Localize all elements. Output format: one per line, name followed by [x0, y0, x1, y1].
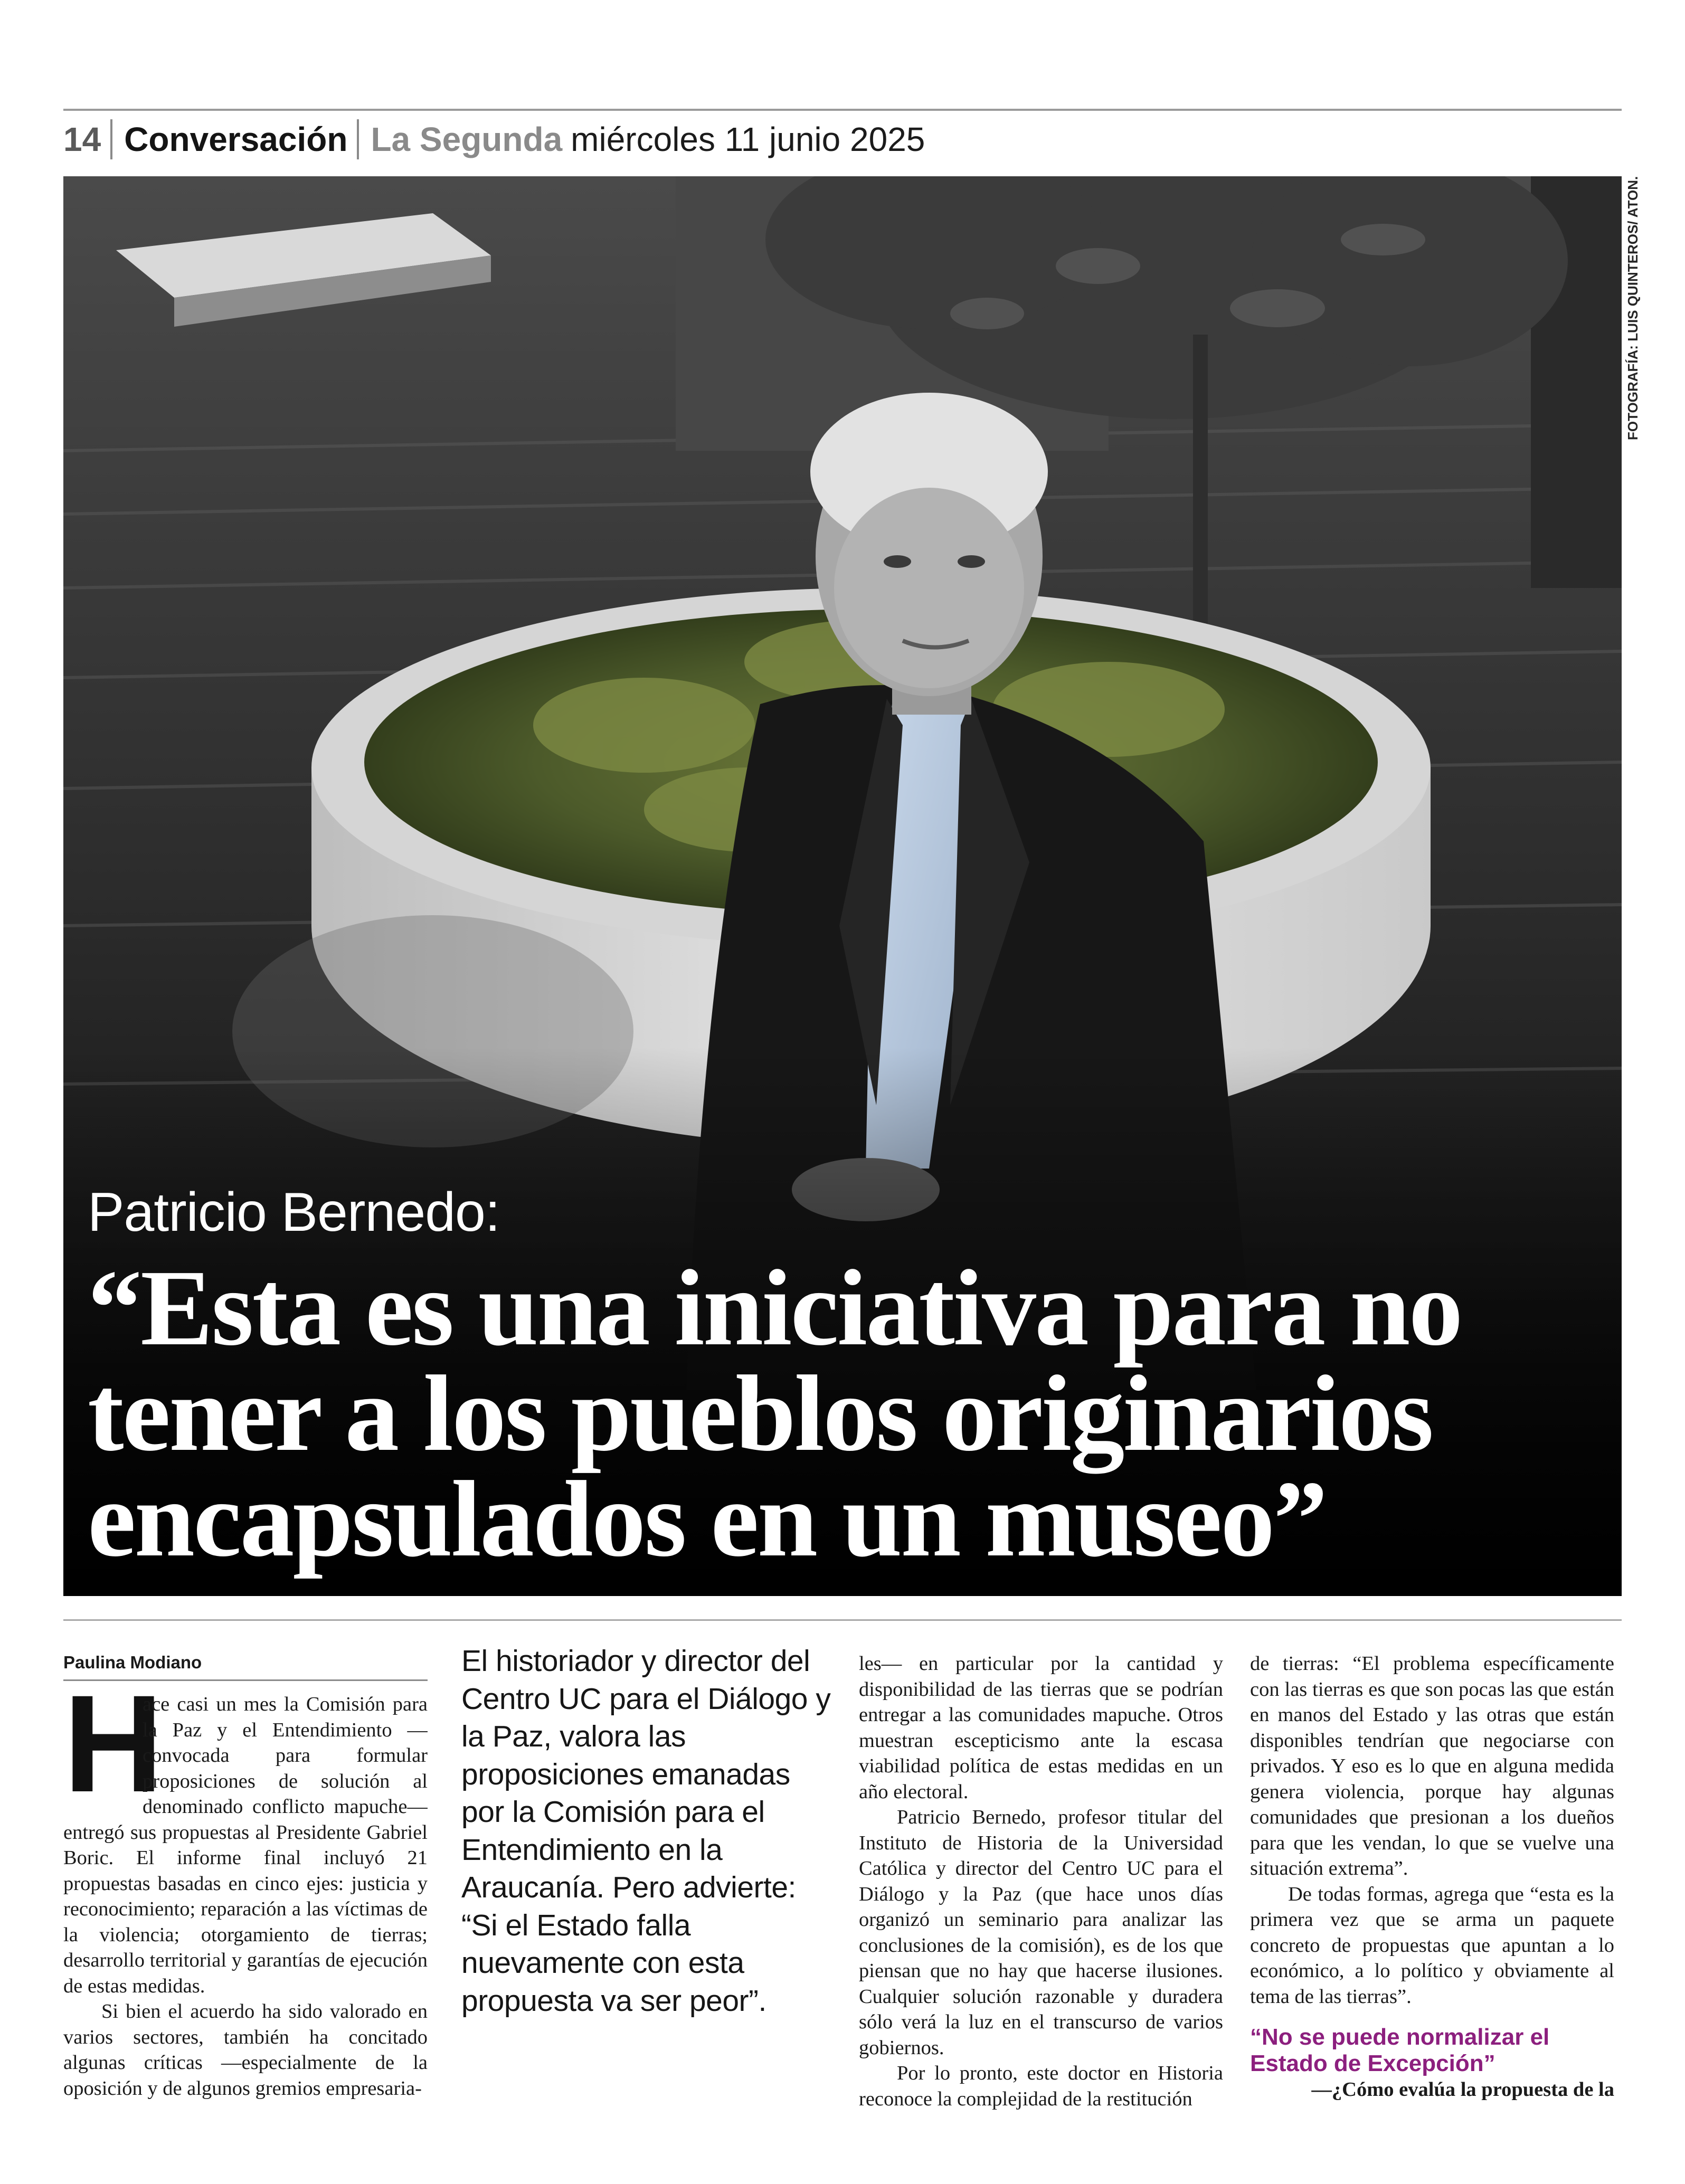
paragraph: de tierras: “El problema específicamente con las tierras es que son pocas las que están en manos del Estado y las otras que están disponibles tendrían que negociarse con privados. Y eso es lo que en alguna medida genera violencia, porque hay algunas comunidades que presionan a los dueños para que les vendan, lo que se vuelve una situación extrema”.	[1250, 1653, 1614, 1879]
section-name: Conversación	[124, 120, 348, 158]
article-column-1	[63, 1651, 428, 2166]
page-header	[63, 117, 925, 162]
publication-name: La Segunda	[371, 120, 563, 158]
header-divider	[357, 119, 359, 159]
paragraph-text: ace casi un mes la Comisión para la Paz y el Entendimiento —convocada para formular proposiciones de solución al denominado conflicto mapuche— entregó sus propuestas al Presidente Gabriel Boric. El informe final incluyó 21 propuestas basadas en cinco ejes: justicia y reconocimiento; reparación a las víctimas de la violencia; otorgamiento de tierras; desarrollo territorial y garantías de ejecución de estas medidas.	[63, 1693, 428, 1997]
section-rule	[63, 1619, 1622, 1621]
interview-question: —¿Cómo evalúa la propuesta de la	[1311, 2078, 1614, 2101]
paragraph: Patricio Bernedo, profesor titular del Instituto de Historia de la Universidad Católica y director del Centro UC para el Diálogo y la Paz (que hace unos días organizó un seminario para analizar las conclusiones de la comisión), es de los que piensan que no hay que hacerse ilusiones. Cualquier solución razonable y duradera sólo verá la luz en el transcurso de varios gobiernos.	[859, 1806, 1223, 2059]
page-number: 14	[63, 120, 101, 158]
article-column-3	[859, 1651, 1223, 2166]
photo-credit: FOTOGRAFÍA: LUIS QUINTEROS/ ATON.	[1625, 176, 1641, 440]
article-column-4	[1250, 1651, 1614, 2166]
article-subhead: “No se puede normalizar el Estado de Excepción”	[1250, 2024, 1550, 2076]
header-divider	[110, 119, 112, 159]
paragraph: De todas formas, agrega que “esta es la primera vez que se arma un paquete concreto de propuestas que apuntan a lo económico, a lo político y obviamente al tema de las tierras”.	[1250, 1883, 1614, 2008]
byline: Paulina Modiano	[63, 1651, 428, 1681]
headline-title: “Esta es una iniciativa para no tener a los pueblos originarios encapsulados en un museo”	[88, 1247, 1462, 1579]
paragraph: Si bien el acuerdo ha sido valorado en varios sectores, también ha concitado algunas críticas —especialmente de la oposición y de algunos gremios empresaria-	[63, 2000, 428, 2100]
paragraph	[63, 1666, 428, 1999]
headline-kicker: Patricio Bernedo:	[88, 1182, 500, 1243]
header-rule	[63, 109, 1622, 111]
paragraph: Por lo pronto, este doctor en Historia reconoce la complejidad de la restitución	[859, 2062, 1223, 2110]
paragraph: les— en particular por la cantidad y disponibilidad de las tierras que se podrían entregar a las comunidades mapuche. Otros muestran escepticismo ante la escasa viabilidad política de estas medidas en un año electoral.	[859, 1653, 1223, 1803]
drop-cap: H	[63, 1666, 164, 1821]
article-lead: El historiador y director del Centro UC para el Diálogo y la Paz, valora las proposiciones emanadas por la Comisión para el Entendimiento en la Araucanía. Pero advierte: “Si el Estado falla nuevamente con esta propuesta va ser peor”.	[461, 1644, 831, 2018]
issue-date: miércoles 11 junio 2025	[571, 120, 925, 158]
